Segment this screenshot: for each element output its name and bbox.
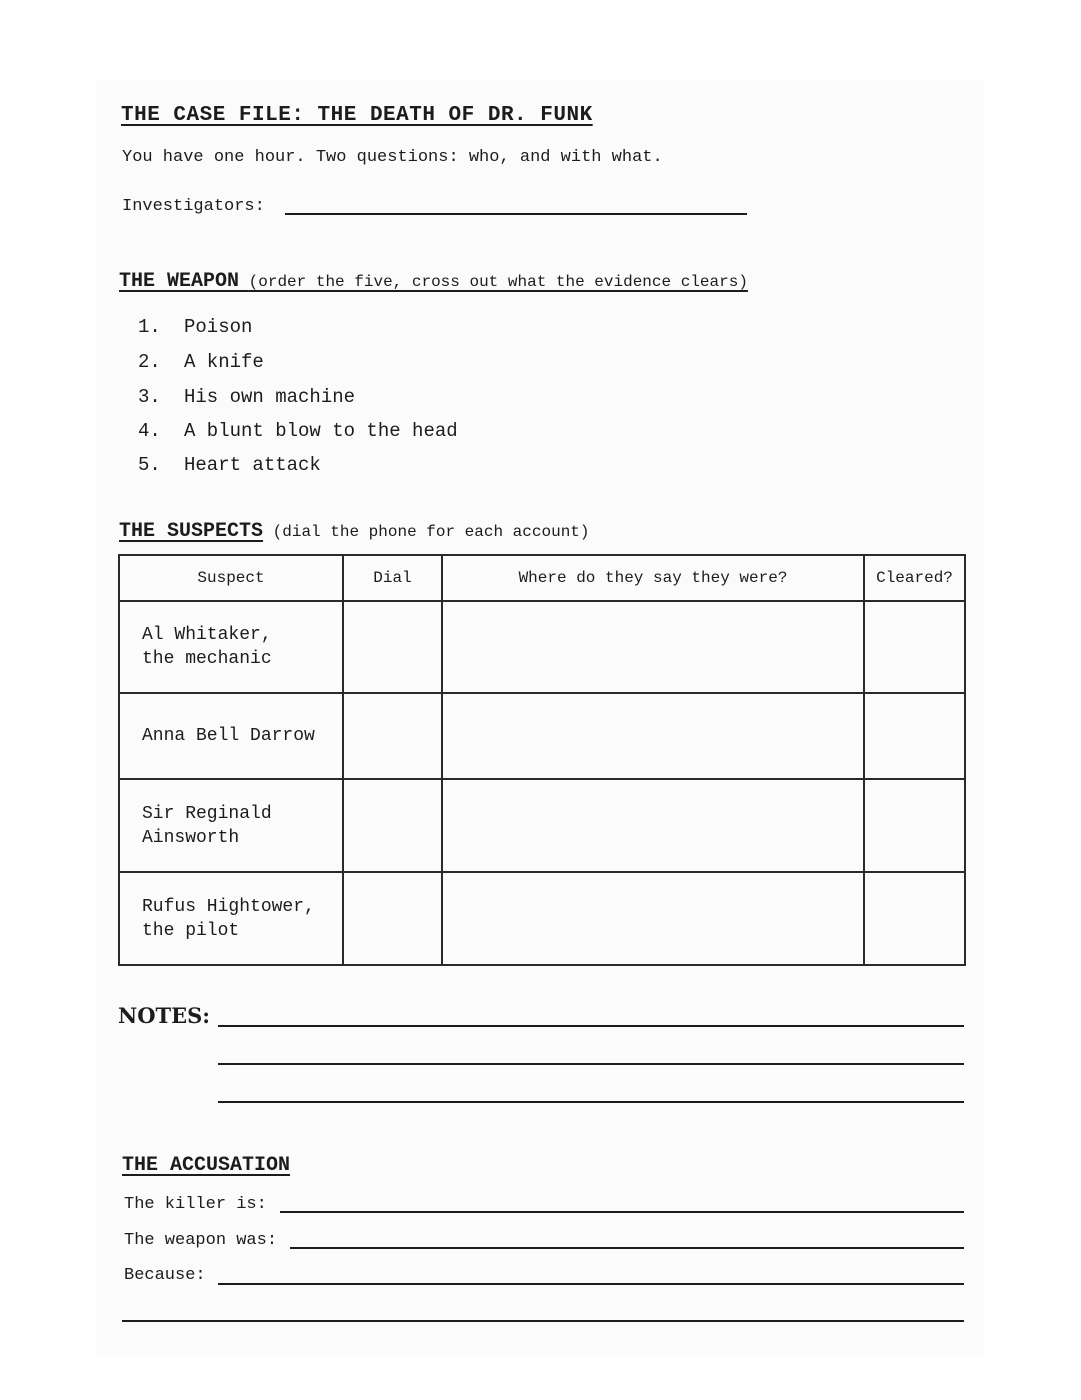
weapon-item-number: 2. bbox=[138, 351, 161, 373]
notes-line[interactable] bbox=[218, 1025, 964, 1027]
weapon-item-label: Poison bbox=[184, 316, 253, 338]
notes-label: NOTES: bbox=[118, 1003, 211, 1028]
suspects-table bbox=[118, 554, 966, 966]
suspects-instruction-text: (dial the phone for each account) bbox=[272, 523, 590, 541]
investigators-field[interactable] bbox=[285, 213, 747, 215]
location-cell[interactable] bbox=[442, 601, 864, 693]
suspects-instruction bbox=[263, 523, 589, 541]
weapon-item-label: A blunt blow to the head bbox=[184, 420, 458, 442]
weapon-item[interactable] bbox=[138, 420, 458, 442]
location-cell[interactable] bbox=[442, 693, 864, 779]
accusation-heading: THE ACCUSATION bbox=[122, 1154, 291, 1177]
cleared-cell[interactable] bbox=[864, 693, 965, 779]
weapon-item-label: Heart attack bbox=[184, 454, 321, 476]
dial-cell[interactable] bbox=[343, 601, 442, 693]
weapon-instruction bbox=[239, 273, 748, 291]
killer-field[interactable] bbox=[280, 1211, 964, 1213]
column-header-suspect: Suspect bbox=[119, 555, 343, 601]
notes-line[interactable] bbox=[218, 1063, 964, 1065]
weapon-item-number: 1. bbox=[138, 316, 161, 338]
weapon-was-label: The weapon was: bbox=[124, 1231, 278, 1250]
weapon-item[interactable] bbox=[138, 454, 321, 476]
cleared-cell[interactable] bbox=[864, 872, 965, 965]
column-header-dial: Dial bbox=[343, 555, 442, 601]
suspect-name: Sir Reginald Ainsworth bbox=[119, 779, 343, 872]
investigators-label: Investigators: bbox=[122, 197, 265, 216]
notes-line[interactable] bbox=[218, 1101, 964, 1103]
weapon-heading: THE WEAPON bbox=[119, 270, 240, 293]
case-file-title: THE CASE FILE: THE DEATH OF DR. FUNK bbox=[121, 104, 593, 127]
weapon-item[interactable] bbox=[138, 316, 252, 338]
dial-cell[interactable] bbox=[343, 872, 442, 965]
weapon-item-number: 3. bbox=[138, 386, 161, 408]
suspect-name: Rufus Hightower, the pilot bbox=[119, 872, 343, 965]
table-row bbox=[119, 601, 965, 693]
suspects-heading: THE SUSPECTS bbox=[119, 520, 264, 543]
weapon-instruction-text: (order the five, cross out what the evidence clears) bbox=[248, 273, 748, 291]
suspect-name: Al Whitaker, the mechanic bbox=[119, 601, 343, 693]
suspect-name: Anna Bell Darrow bbox=[119, 693, 343, 779]
because-field-continued[interactable] bbox=[122, 1320, 964, 1322]
table-row bbox=[119, 693, 965, 779]
because-label: Because: bbox=[124, 1266, 206, 1285]
weapon-item-number: 5. bbox=[138, 454, 161, 476]
weapon-item-number: 4. bbox=[138, 420, 161, 442]
weapon-item[interactable] bbox=[138, 386, 355, 408]
weapon-item-label: His own machine bbox=[184, 386, 356, 408]
weapon-item-label: A knife bbox=[184, 351, 264, 373]
column-header-location: Where do they say they were? bbox=[442, 555, 864, 601]
location-cell[interactable] bbox=[442, 872, 864, 965]
suspects-heading-row bbox=[119, 520, 590, 543]
dial-cell[interactable] bbox=[343, 693, 442, 779]
table-row bbox=[119, 779, 965, 872]
weapon-heading-row bbox=[119, 270, 748, 293]
column-header-cleared: Cleared? bbox=[864, 555, 965, 601]
location-cell[interactable] bbox=[442, 779, 864, 872]
intro-text: You have one hour. Two questions: who, and with what. bbox=[122, 148, 663, 167]
table-row bbox=[119, 872, 965, 965]
cleared-cell[interactable] bbox=[864, 601, 965, 693]
cleared-cell[interactable] bbox=[864, 779, 965, 872]
killer-label: The killer is: bbox=[124, 1195, 267, 1214]
weapon-item[interactable] bbox=[138, 351, 264, 373]
weapon-was-field[interactable] bbox=[290, 1247, 964, 1249]
dial-cell[interactable] bbox=[343, 779, 442, 872]
table-header-row bbox=[119, 555, 965, 601]
because-field[interactable] bbox=[218, 1283, 964, 1285]
